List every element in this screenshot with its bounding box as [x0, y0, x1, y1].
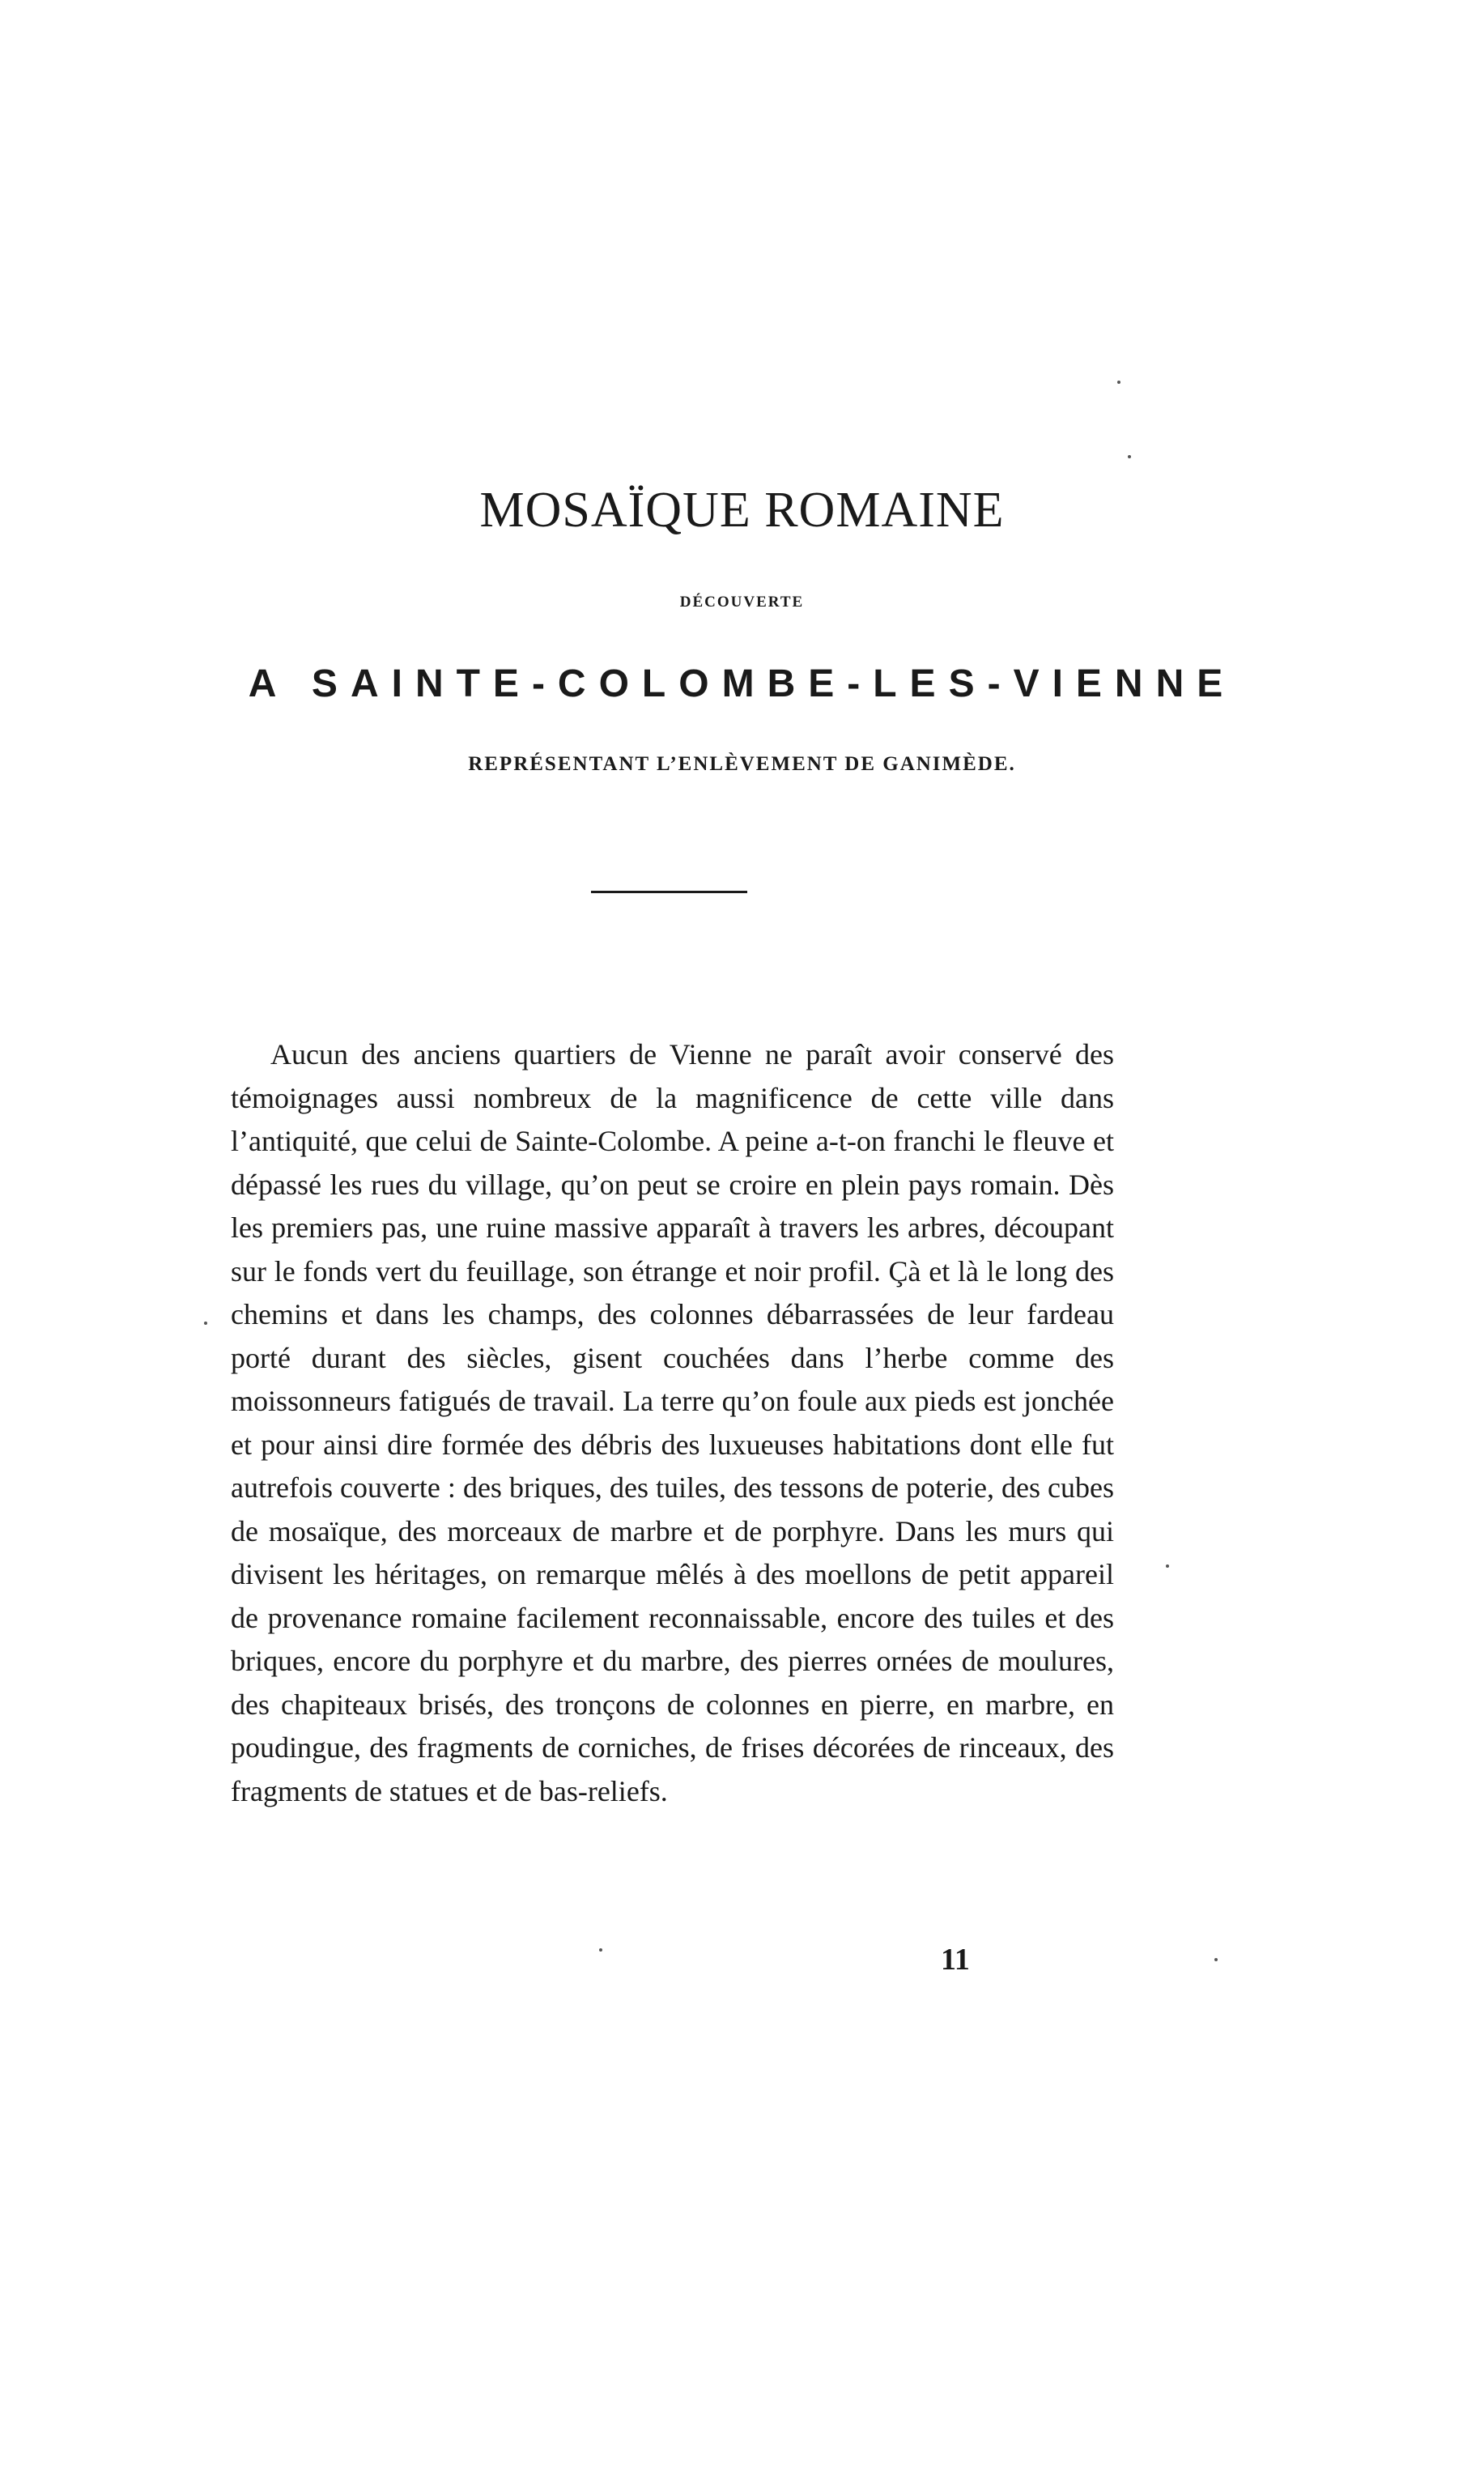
print-speck: [204, 1322, 207, 1325]
subject-line: REPRÉSENTANT L’ENLÈVEMENT DE GANIMÈDE.: [468, 753, 1016, 775]
body-text: [231, 1033, 1114, 1813]
print-speck: [1117, 381, 1120, 384]
print-speck: [1166, 1564, 1169, 1568]
print-speck: [599, 1948, 602, 1952]
page-title: MOSAÏQUE ROMAINE: [479, 483, 1005, 538]
section-divider: [591, 891, 747, 893]
signature-mark: 11: [941, 1943, 970, 1977]
location-heading: A SAINTE-COLOMBE-LES-VIENNE: [248, 662, 1236, 705]
print-speck: [1214, 1958, 1218, 1961]
paragraph: Aucun des anciens quartiers de Vienne ne paraît avoir conservé des témoignages aussi nombreux de la magnificence de cette ville dans l’antiquité, que celui de Sainte-Colombe. A peine a-t-on franchi le fleuve et dépassé les rues du village, qu’on peut se croire en plein pays romain. Dès les premiers pas, une ruine massive apparaît à travers les arbres, découpant sur le fonds vert du feuillage, son étrange et noir profil. Çà et là le long des chemins et dans les champs, des colonnes débarrassées de leur fardeau porté durant des siècles, gisent couchées dans l’herbe comme des moissonneurs fatigués de travail. La terre qu’on foule aux pieds est jonchée et pour ainsi dire formée des débris des luxueuses habitations dont elle fut autrefois couverte : des briques, des tuiles, des tessons de poterie, des cubes de mosaïque, des morceaux de marbre et de porphyre. Dans les murs qui divisent les héritages, on remarque mêlés à des moellons de petit appareil de provenance romaine facilement reconnaissable, encore des tuiles et des briques, encore du porphyre et du marbre, des pierres ornées de moulures, des chapiteaux brisés, des tronçons de colonnes en pierre, en marbre, en poudingue, des fragments de corniches, de frises décorées de rinceaux, des fragments de statues et de bas-reliefs.: [231, 1038, 1114, 1807]
print-speck: [1128, 455, 1131, 458]
subtitle: DÉCOUVERTE: [679, 594, 805, 611]
